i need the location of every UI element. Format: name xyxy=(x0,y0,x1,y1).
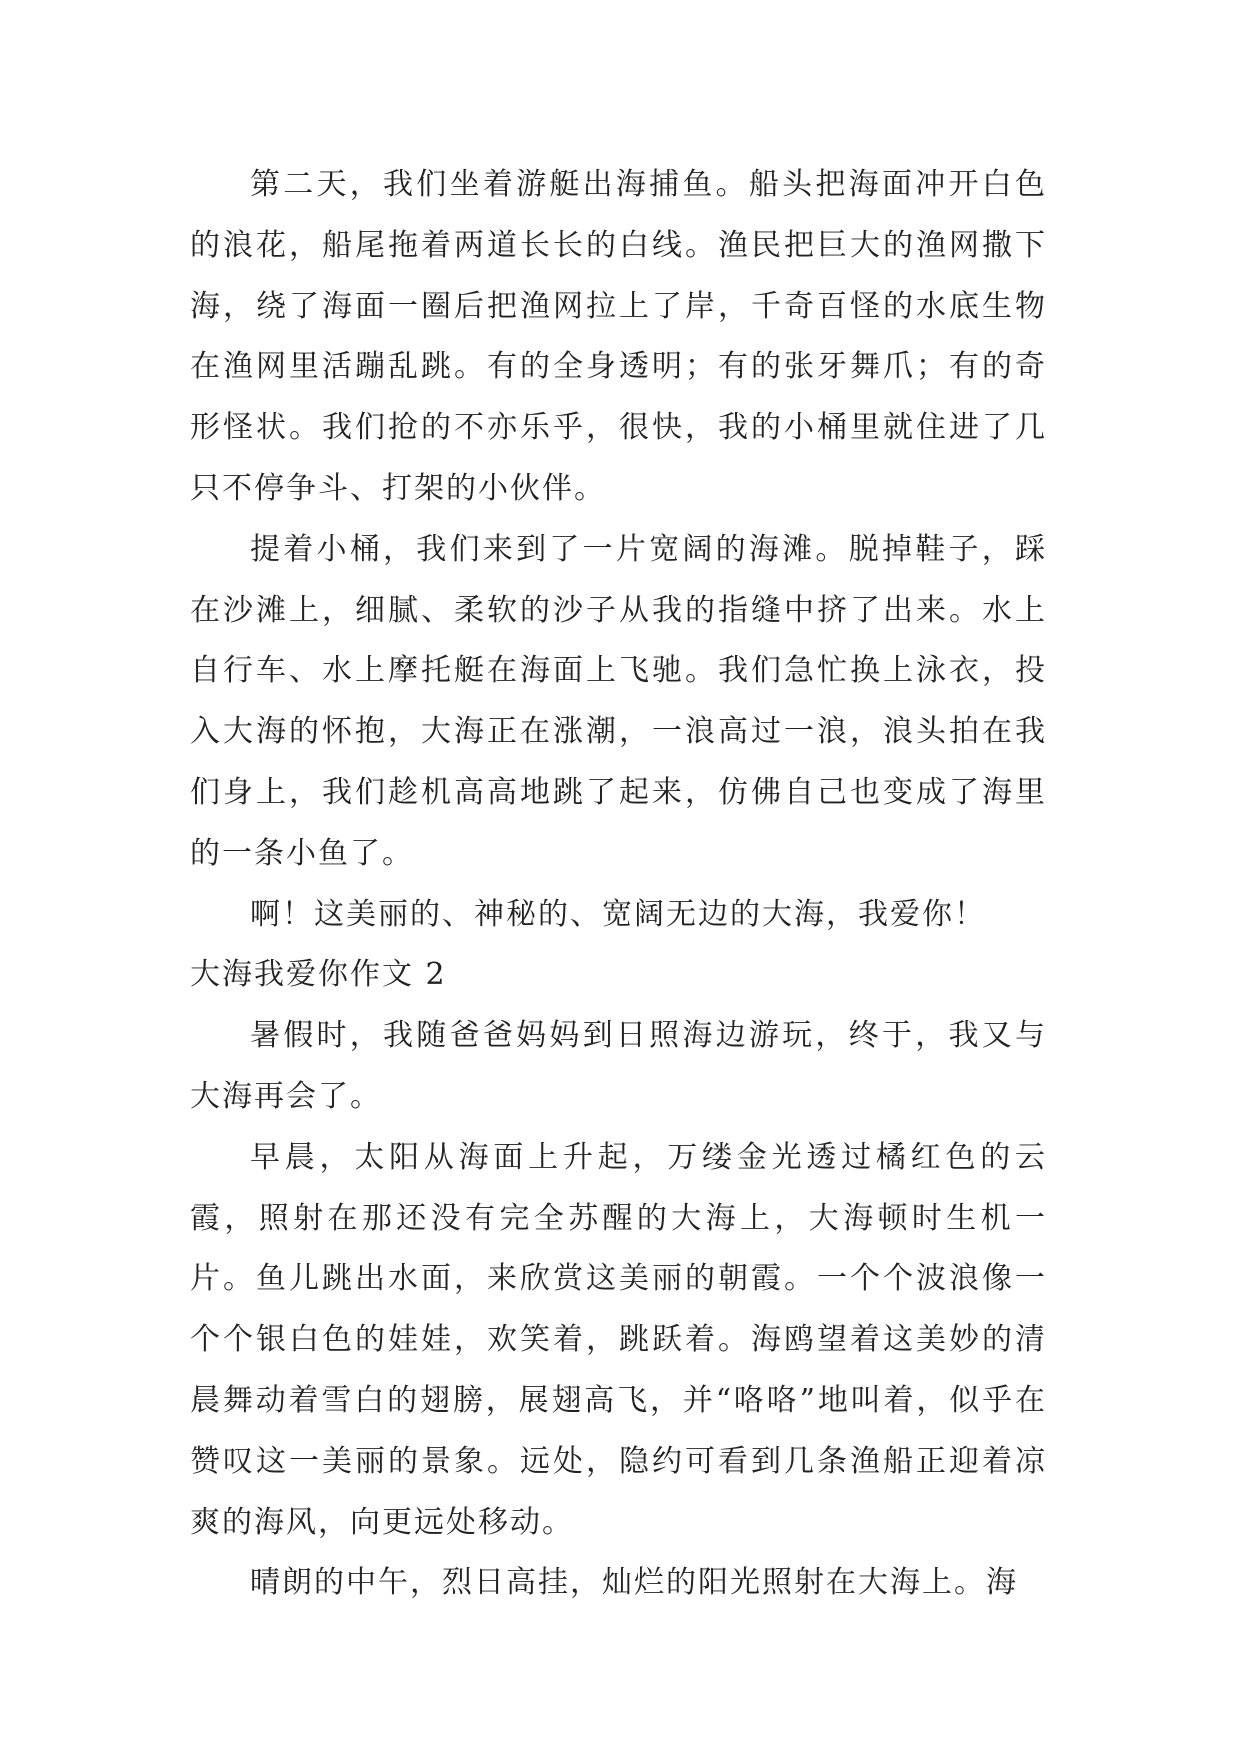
paragraph-summer-vacation: 暑假时，我随爸爸妈妈到日照海边游玩，终于，我又与大海再会了。 xyxy=(190,1018,1047,1114)
document-body xyxy=(190,155,1047,1614)
paragraph-fishing-trip: 第二天，我们坐着游艇出海捕鱼。船头把海面冲开白色的浪花，船尾拖着两道长长的白线。渔民把巨大的渔网撒下海，绕了海面一圈后把渔网拉上了岸，千奇百怪的水底生物在渔网里活蹦乱跳。有的全身透明；有的张牙舞爪；有的奇形怪状。我们抢的不亦乐乎，很快，我的小桶里就住进了几只不停争斗、打架的小伙伴。 xyxy=(190,167,1047,506)
paragraph-beach: 提着小桶，我们来到了一片宽阔的海滩。脱掉鞋子，踩在沙滩上，细腻、柔软的沙子从我的指缝中挤了出来。水上自行车、水上摩托艇在海面上飞驰。我们急忙换上泳衣，投入大海的怀抱，大海正在涨潮，一浪高过一浪，浪头拍在我们身上，我们趁机高高地跳了起来，仿佛自己也变成了海里的一条小鱼了。 xyxy=(190,531,1047,871)
paragraph-exclamation: 啊！这美丽的、神秘的、宽阔无边的大海，我爱你！ xyxy=(250,896,986,932)
paragraph-noon: 晴朗的中午，烈日高挂，灿烂的阳光照射在大海上。海 xyxy=(250,1565,1018,1601)
section-title: 大海我爱你作文 2 xyxy=(190,957,447,993)
paragraph-morning: 早晨，太阳从海面上升起，万缕金光透过橘红色的云霞，照射在那还没有完全苏醒的大海上，大海顿时生机一片。鱼儿跳出水面，来欣赏这美丽的朝霞。一个个波浪像一个个银白色的娃娃，欢笑着，跳跃着。海鸥望着这美妙的清晨舞动着雪白的翅膀，展翅高飞，并“咯咯”地叫着，似乎在赞叹这一美丽的景象。远处，隐约可看到几条渔船正迎着凉爽的海风，向更远处移动。 xyxy=(190,1139,1047,1540)
